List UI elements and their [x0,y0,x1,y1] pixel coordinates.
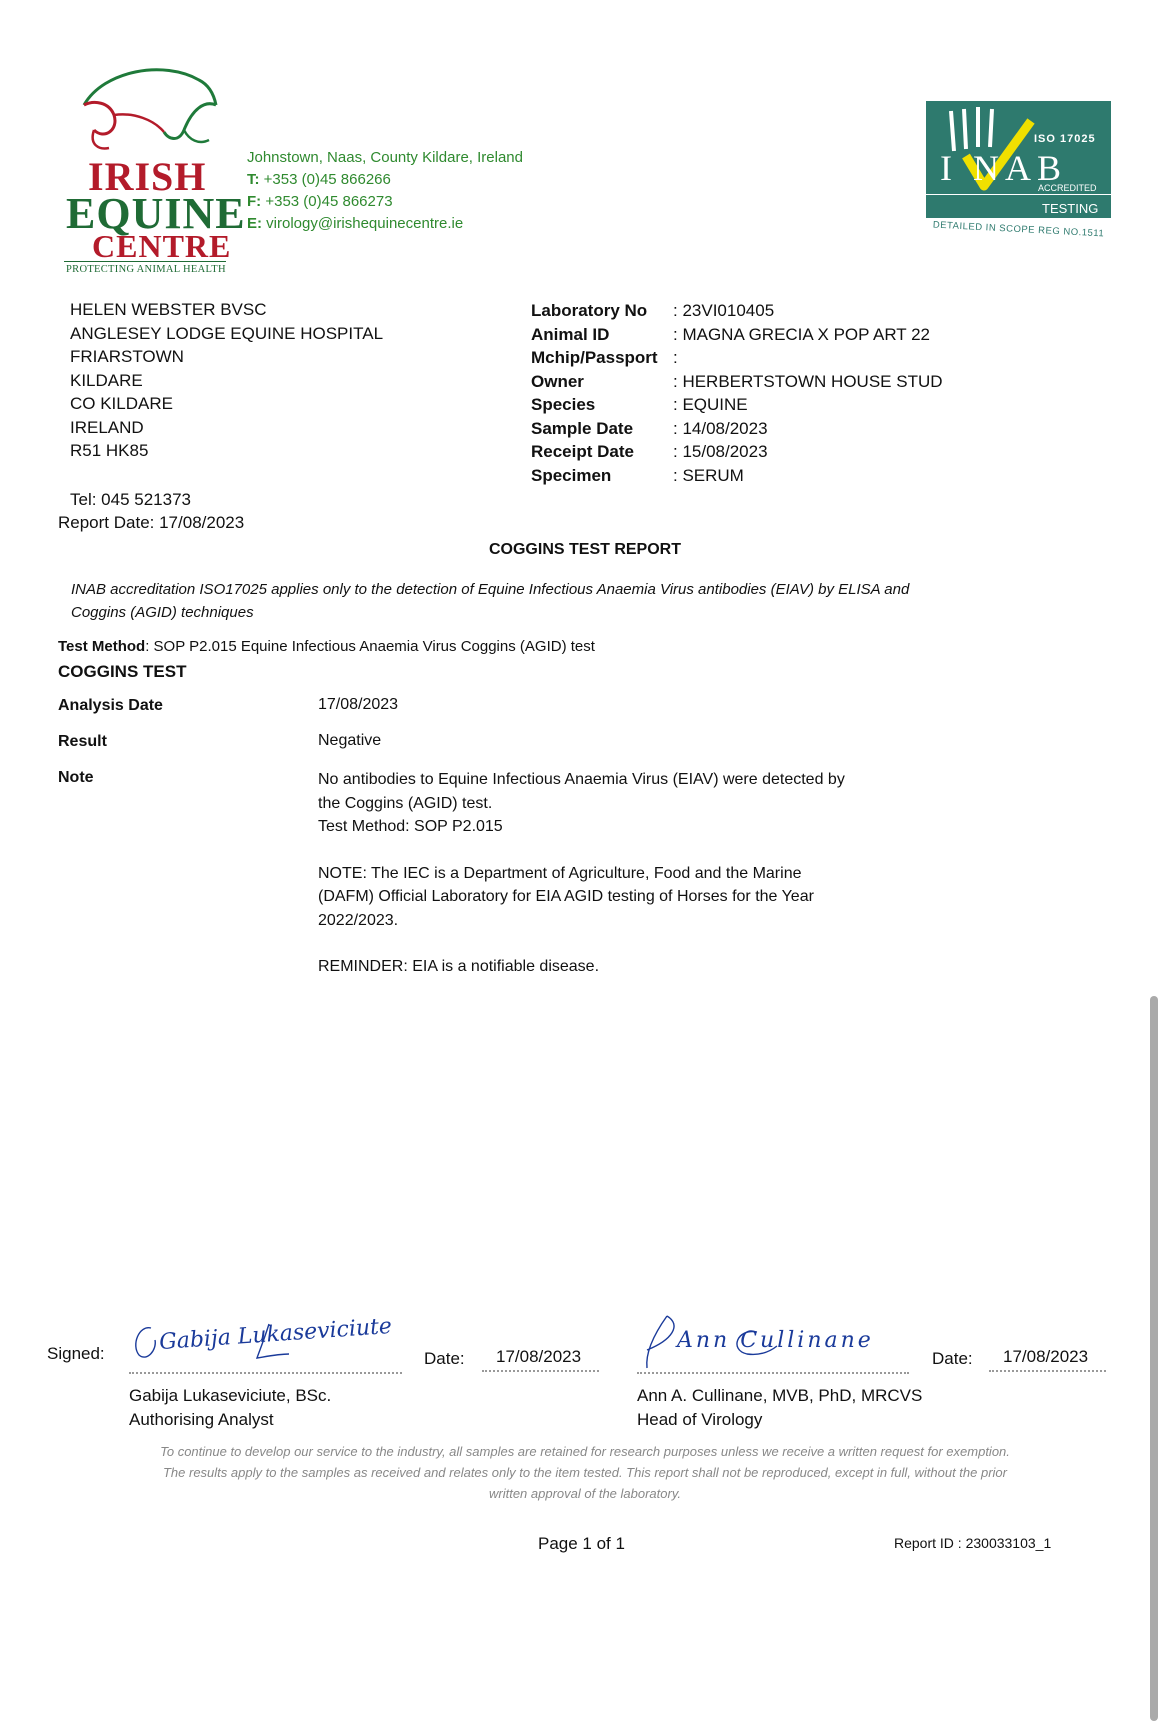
signatory-2-title: Head of Virology [637,1409,763,1429]
lab-telephone: T: +353 (0)45 866266 [247,171,391,188]
note-text: No antibodies to Equine Infectious Anaemia Virus (EIAV) were detected by the Coggins (AGID) test. Test Method: SOP P2.015 NOTE: The IEC is a Department of Agriculture, Food and the Marine (DAFM) Official Laboratory for EIA AGID testing of Horses for the Year 2022/2023. REMINDER: EIA is a notifiable disease. [318,771,845,975]
sample-details [531,299,943,487]
inab-brand: I NAB [940,148,1067,188]
detail-row-laboratory-no: Laboratory No : 23VI010405 [531,301,775,320]
logo-word-centre: CENTRE [92,228,232,264]
date-value-2: 17/08/2023 [989,1347,1106,1372]
recipient-address [70,298,383,463]
inab-iso-label: ISO 17025 [1034,133,1096,145]
logo-tagline: PROTECTING ANIMAL HEALTH [66,264,226,275]
detail-row-sample-date: Sample Date : 14/08/2023 [531,418,768,438]
signatory-1-name: Gabija Lukaseviciute, BSc. [129,1386,332,1405]
contact-block [247,147,523,235]
test-method: Test Method: SOP P2.015 Equine Infectious Anaemia Virus Coggins (AGID) test [58,638,595,655]
recipient-telephone: Tel: 045 521373 [70,490,191,509]
address-line: IRELAND [70,417,144,437]
logo-divider [64,261,226,262]
analysis-date-label: Analysis Date [58,697,163,714]
address-line: HELEN WEBSTER BVSC [70,300,267,319]
lab-email[interactable]: E: virology@irishequinecentre.ie [247,215,464,232]
report-title: COGGINS TEST REPORT [488,541,681,558]
signed-label: Signed: [47,1344,105,1363]
address-line: CO KILDARE [70,394,173,413]
horse-logo-icon [64,60,234,160]
lab-address: Johnstown, Naas, County Kildare, Ireland [247,149,523,166]
address-line: FRIARSTOWN [70,347,184,366]
detail-row-animal-id: Animal ID : MAGNA GRECIA X POP ART 22 [531,324,930,344]
signatory-1 [129,1384,331,1431]
date-label-2: Date: [932,1349,973,1368]
irish-equine-centre-logo [64,60,246,280]
signatory-1-title: Authorising Analyst [129,1409,274,1429]
detail-row-species: Species : EQUINE [531,395,748,414]
detail-row-receipt-date: Receipt Date : 15/08/2023 [531,442,768,461]
detail-row-specimen: Specimen : SERUM [531,465,744,485]
report-date: Report Date: 17/08/2023 [58,513,245,532]
address-line: R51 HK85 [70,441,149,460]
result-value: Negative [318,732,382,749]
inab-scope-label: DETAILED IN SCOPE REG NO.1511 [932,219,1105,240]
inab-accredited-label: ACCREDITED [1038,183,1097,193]
report-id: Report ID : 230033103_1 [894,1535,1052,1551]
page-number: Page 1 of 1 [538,1534,625,1553]
result-label: Result [58,733,107,750]
inab-testing-label: TESTING [1042,201,1099,216]
note-label: Note [58,769,94,786]
inab-divider [926,194,1111,195]
lab-fax: F: +353 (0)45 866273 [247,193,393,210]
signature-line-1 [129,1310,402,1374]
address-line: ANGLESEY LODGE EQUINE HOSPITAL [70,323,384,343]
signature-2-script: Ann Cullinane [677,1328,874,1353]
signature-line-2 [637,1310,909,1374]
address-line: KILDARE [70,370,143,390]
detail-row-mchip-passport: Mchip/Passport : [531,348,678,367]
date-value-1: 17/08/2023 [482,1347,599,1372]
detail-row-owner: Owner : HERBERTSTOWN HOUSE STUD [531,371,943,391]
date-label-1: Date: [424,1349,465,1368]
logo-word-irish: IRISH [88,154,207,199]
signatory-2-name: Ann A. Cullinane, MVB, PhD, MRCVS [637,1386,923,1405]
signature-1-script: Gabija Lukaseviciute [158,1313,393,1356]
signatory-2 [637,1384,922,1431]
analysis-date-value: 17/08/2023 [318,696,399,713]
vertical-scrollbar[interactable] [1150,996,1158,1721]
logo-word-equine: EQUINE [66,189,246,238]
footer-disclaimer: To continue to develop our service to the industry, all samples are retained for research purposes unless we receive a written request for exemption. The results apply to the samples as received and relates only to the item tested. This report shall not be reproduced, except in full, without the prior written approval of the laboratory. [160,1444,1010,1501]
inab-accreditation-badge [926,101,1111,243]
section-title: COGGINS TEST [58,662,187,681]
accreditation-note: INAB accreditation ISO17025 applies only to the detection of Equine Infectious Anaemia Virus antibodies (EIAV) by ELISA and Coggins (AGID) techniques [71,581,910,621]
